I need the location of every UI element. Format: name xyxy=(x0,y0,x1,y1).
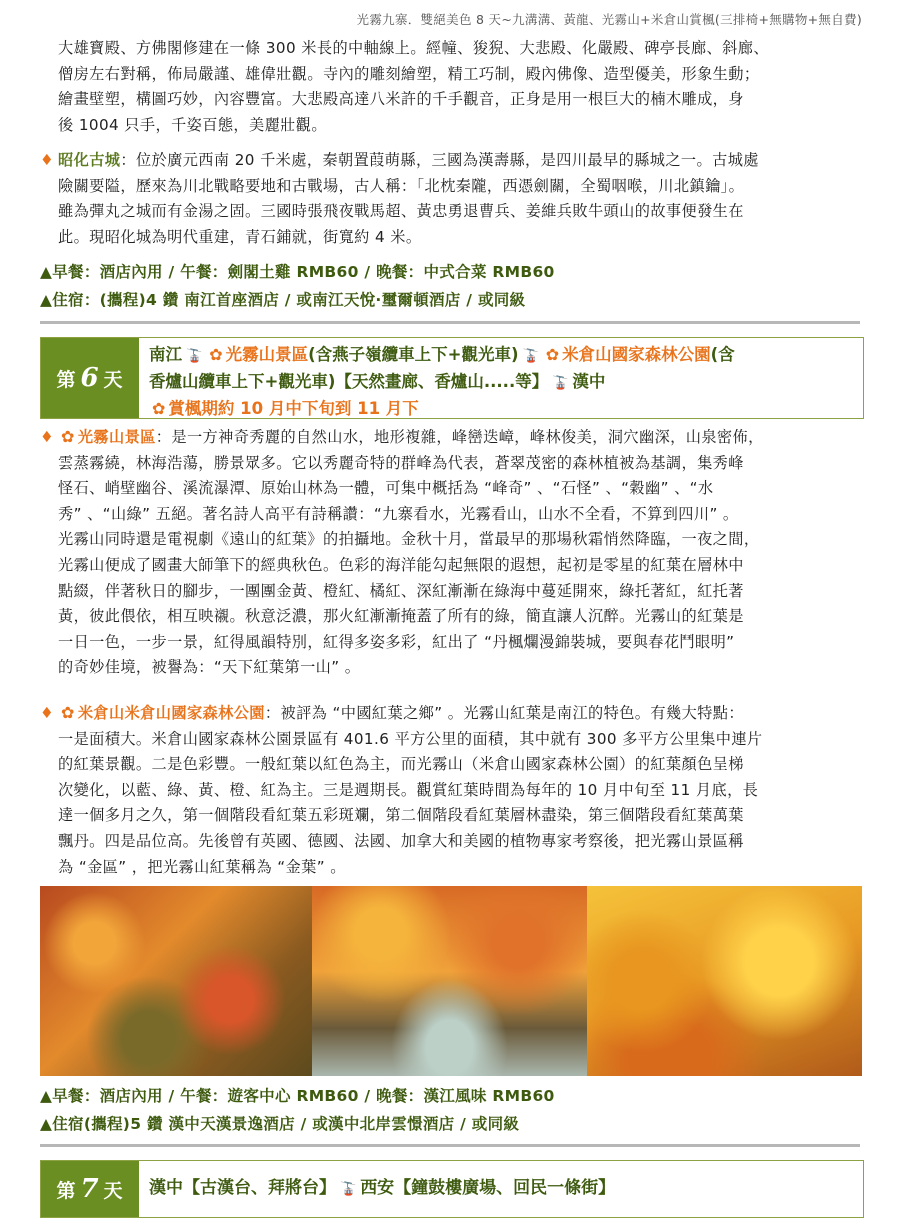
text-line: 的奇妙佳境，被譽為：“天下紅葉第一山” 。 xyxy=(58,658,361,677)
title-part: 南江 xyxy=(149,345,182,364)
text-line: ：被評為 “中國紅葉之鄉” 。光霧山紅葉是南江的特色。有幾大特點： xyxy=(264,704,744,722)
day-prefix: 第 xyxy=(56,1179,77,1202)
day7-header xyxy=(40,1160,864,1218)
title-part: 米倉山國家森林公園 xyxy=(562,345,711,364)
title-part: (含燕子嶺纜車上下+觀光車) xyxy=(308,345,519,364)
text-line: ：是一方神奇秀麗的自然山水，地形複雜，峰巒迭嶂，峰林俊美，洞穴幽深，山泉密佈， xyxy=(155,428,764,446)
bullet-icon: ♦ xyxy=(40,151,55,169)
guangwu-label: 光霧山景區 xyxy=(77,428,156,446)
cable-car-icon: 🚡 xyxy=(552,376,569,391)
day5-meal: ▲早餐：酒店內用 / 午餐：劍閣土雞 RMB60 / 晚餐：中式合菜 RMB60 xyxy=(40,263,555,281)
day-suffix: 天 xyxy=(103,1179,124,1202)
day-number: 7 xyxy=(80,1174,100,1204)
cable-car-icon: 🚡 xyxy=(186,349,203,364)
day6-hotel: ▲住宿(攜程)5 鑽 漢中天漢景逸酒店 / 或漢中北岸雲憬酒店 / 或同級 xyxy=(40,1115,520,1133)
day6-badge xyxy=(41,338,139,418)
text-line: 大雄寶殿、方佛閣修建在一條 300 米長的中軸線上。經幢、狻猊、大悲殿、化嚴殿、碑亭長廊、斜廊、 xyxy=(58,39,769,57)
cable-car-icon: 🚡 xyxy=(522,349,539,364)
guangwu-section xyxy=(40,424,870,681)
divider xyxy=(40,1144,860,1147)
text-line: 險關要隘，歷來為川北戰略要地和古戰場，古人稱：「北枕秦隴，西憑劍關，全蜀咽喉，川北鎮鑰」。 xyxy=(58,176,745,195)
autumn-mountain-photo xyxy=(40,886,312,1076)
text-line: 為 “金區” ，把光霧山紅葉稱為 “金葉” 。 xyxy=(58,857,346,876)
title-part: 漢中 xyxy=(572,372,606,391)
day-number: 6 xyxy=(80,363,100,393)
text-line: 後 1004 只手，千姿百態，美麗壯觀。 xyxy=(58,115,327,134)
bullet-icon: ♦ xyxy=(40,428,55,446)
maple-leaf-icon: ✿ xyxy=(61,427,75,446)
maple-leaf-icon: ✿ xyxy=(209,345,223,364)
day-prefix: 第 xyxy=(56,368,77,391)
maple-leaf-icon: ✿ xyxy=(545,345,560,364)
text-line: 點綴，伴著秋日的腳步，一團團金黃、橙紅、橘紅、深紅漸漸在綠海中蔓延開來，綠托著紅，紅托著 xyxy=(58,581,744,600)
text-line: 秀” 、“山綠” 五絕。著名詩人高平有詩稱讚：“九寨看水，光霧看山，山水不全看，不算到四川” 。 xyxy=(58,504,739,523)
day-suffix: 天 xyxy=(103,368,124,391)
autumn-forest-photo xyxy=(587,886,862,1076)
text-line: 此。現昭化城為明代重建，青石鋪就，街寬約 4 米。 xyxy=(58,227,422,246)
bullet-icon: ♦ xyxy=(40,704,55,722)
text-line: 僧房左右對稱，佈局嚴謹、雄偉壯觀。寺內的雕刻繪塑，精工巧制，殿內佛像、造型優美，形象生動； xyxy=(58,64,760,83)
title-part: 漢中【古漢台、拜將台】 xyxy=(149,1178,336,1198)
text-line: 飄丹。四是品位高。先後曾有英國、德國、法國、加拿大和美國的植物專家考察後，把光霧山景區稱 xyxy=(58,831,744,850)
text-line: 的紅葉景觀。二是色彩豐。一般紅葉以紅色為主，而光霧山（米倉山國家森林公園）的紅葉顏色呈梯 xyxy=(58,755,744,774)
zhaohua-section xyxy=(40,148,870,250)
autumn-stream-photo xyxy=(312,886,587,1076)
title-part: 賞楓期約 10 月中下旬到 11 月下 xyxy=(168,399,419,418)
maple-leaf-icon: ✿ xyxy=(61,703,75,722)
micang-section xyxy=(40,700,870,880)
text-line: 達一個多月之久，第一個階段看紅葉五彩斑斕，第二個階段看紅葉層林盡染，第三個階段看紅葉萬葉 xyxy=(58,806,744,825)
text-line: 光霧山同時還是電視劇《遠山的紅葉》的拍攝地。金秋十月，當最早的那場秋霜悄然降臨，一夜之間， xyxy=(58,530,760,549)
micang-label: 米倉山米倉山國家森林公園 xyxy=(77,704,265,722)
title-part: 西安【鐘鼓樓廣場、回民一條街】 xyxy=(360,1178,616,1198)
day6-title xyxy=(149,342,855,421)
text-line: 怪石、峭壁幽谷、溪流瀑潭、原始山林為一體，可集中概括為 “峰奇” 、“石怪” 、“穀幽” 、“水 xyxy=(58,479,714,498)
page-header: 光霧九寨．雙絕美色 8 天~九溝溝、黃龍、光霧山+米倉山賞楓(三排椅+無購物+無自費) xyxy=(356,12,862,27)
cable-car-icon: 🚡 xyxy=(340,1182,357,1197)
text-line: 雲蒸霧繞，林海浩蕩，勝景眾多。它以秀麗奇特的群峰為代表，蒼翠茂密的森林植被為基調，集秀峰 xyxy=(58,453,744,472)
text-line: 次變化，以藍、綠、黃、橙、紅為主。三是週期長。觀賞紅葉時間為每年的 10 月中旬至 11 月底，長 xyxy=(58,780,759,799)
text-line: ：位於廣元西南 20 千米處，秦朝置葭萌縣，三國為漢壽縣，是四川最早的縣城之一。古城處 xyxy=(120,151,759,169)
title-part: 香爐山纜車上下+觀光車)【天然畫廊、香爐山.....等】 xyxy=(149,372,549,391)
text-line: 一是面積大。米倉山國家森林公園景區有 401.6 平方公里的面積，其中就有 300 多平方公里集中連片 xyxy=(58,729,763,748)
text-line: 繪畫壁塑，構圖巧妙，內容豐富。大悲殿高達八米許的千手觀音，正身是用一根巨大的楠木雕成，身 xyxy=(58,90,744,109)
temple-paragraph xyxy=(40,36,888,138)
day6-meal: ▲早餐：酒店內用 / 午餐：遊客中心 RMB60 / 晚餐：漢江風味 RMB60 xyxy=(40,1087,555,1105)
day7-title xyxy=(149,1176,855,1202)
text-line: 光霧山便成了國畫大師筆下的經典秋色。色彩的海洋能勾起無限的遐想，起初是零星的紅葉在層林中 xyxy=(58,555,744,574)
title-part: (含 xyxy=(710,345,735,364)
text-line: 一日一色，一步一景，紅得風韻特別，紅得多姿多彩，紅出了 “丹楓爛漫錦裝城，要與春花鬥眼明” xyxy=(58,632,735,651)
day6-header xyxy=(40,337,864,419)
divider xyxy=(40,321,860,324)
title-part: 光霧山景區 xyxy=(225,345,309,364)
zhaohua-label: 昭化古城 xyxy=(58,151,121,169)
text-line: 黃，彼此偎依，相互映襯。秋意泛濃，那火紅漸漸掩蓋了所有的綠，簡直讓人沉醉。光霧山的紅葉是 xyxy=(58,607,744,626)
photo-strip xyxy=(40,886,862,1076)
day5-hotel: ▲住宿：(攜程)4 鑽 南江首座酒店 / 或南江天悅·璽爾頓酒店 / 或同級 xyxy=(40,291,526,309)
text-line: 雖為彈丸之城而有金湯之固。三國時張飛夜戰馬超、黃忠勇退曹兵、姜維兵敗牛頭山的故事便發生在 xyxy=(58,202,744,221)
day7-badge xyxy=(41,1161,139,1217)
maple-leaf-icon: ✿ xyxy=(152,399,166,418)
